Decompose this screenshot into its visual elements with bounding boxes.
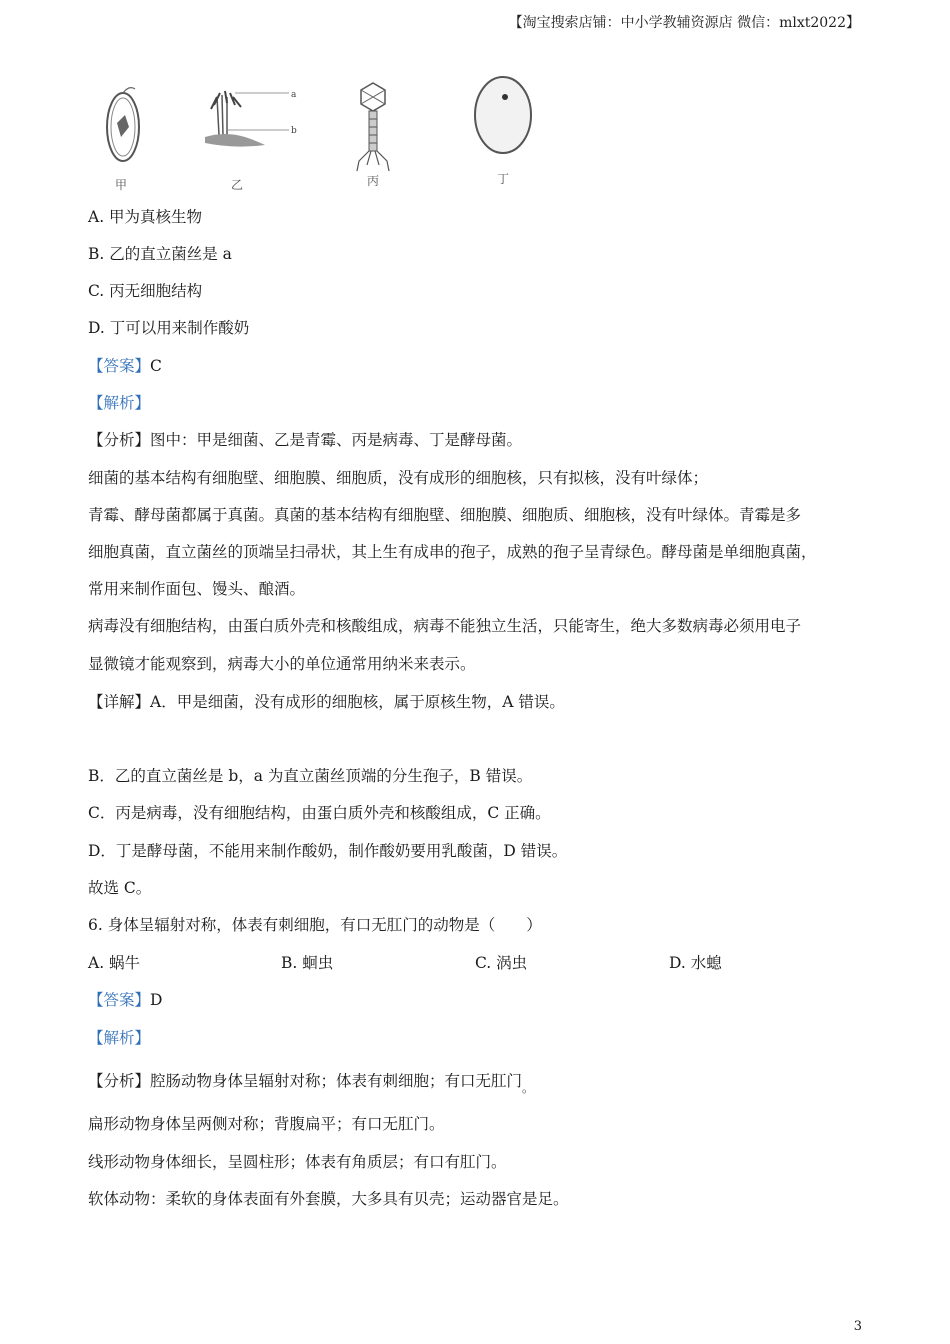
figure-label-jia: 甲 xyxy=(115,178,128,192)
q5-paragraph: 病毒没有细胞结构，由蛋白质外壳和核酸组成，病毒不能独立生活，只能寄生，绝大多数病毒必须用电子 xyxy=(88,617,802,635)
fenxi-text: 图中：甲是细菌、乙是青霉、丙是病毒、丁是酵母菌。 xyxy=(150,431,523,449)
fenxi-tag: 【分析】 xyxy=(88,431,151,449)
q5-option-a: A. 甲为真核生物 xyxy=(88,208,203,226)
part-b-label: b xyxy=(291,126,297,136)
page-header: 【淘宝搜索店铺：中小学教辅资源店 微信：mlxt2022】 xyxy=(508,15,860,31)
q6-options xyxy=(88,952,788,974)
page-number: 3 xyxy=(853,1319,862,1334)
detail-tag: 【详解】 xyxy=(88,693,151,711)
q5-answer xyxy=(88,355,162,377)
q5-detail-c: C．丙是病毒，没有细胞结构，由蛋白质外壳和核酸组成，C 正确。 xyxy=(88,804,551,822)
answer-tag: 【答案】 xyxy=(88,991,151,1009)
q6-paragraph: 软体动物：柔软的身体表面有外套膜，大多具有贝壳；运动器官是足。 xyxy=(88,1190,569,1208)
part-a-label: a xyxy=(291,90,297,100)
q6-paragraph: 扁形动物身体呈两侧对称；背腹扁平；有口无肛门。 xyxy=(88,1115,445,1133)
q5-paragraph: 细菌的基本结构有细胞壁、细胞膜、细胞质，没有成形的细胞核，只有拟核，没有叶绿体； xyxy=(88,469,709,487)
q5-paragraph: 细胞真菌，直立菌丝的顶端呈扫帚状，其上生有成串的孢子，成熟的孢子呈青绿色。酵母菌是单细胞真菌， xyxy=(88,543,817,561)
q6-option-c: C. 涡虫 xyxy=(475,954,528,972)
fenxi-end-mark: 。 xyxy=(522,1081,535,1095)
q5-analysis-tag: 【解析】 xyxy=(88,394,151,412)
q5-detail-b: B．乙的直立菌丝是 b，a 为直立菌丝顶端的分生孢子，B 错误。 xyxy=(88,767,533,785)
figure-label-ding: 丁 xyxy=(497,172,510,186)
q5-option-b: B. 乙的直立菌丝是 a xyxy=(88,245,232,263)
q5-conclusion: 故选 C。 xyxy=(88,879,152,897)
q6-option-a: A. 蜗牛 xyxy=(88,954,141,972)
answer-value: C xyxy=(150,357,162,375)
q5-paragraph: 显微镜才能观察到，病毒大小的单位通常用纳米来表示。 xyxy=(88,655,476,673)
figure-label-bing: 丙 xyxy=(367,174,380,188)
q5-paragraph: 常用来制作面包、馒头、酿酒。 xyxy=(88,580,306,598)
q5-detail-a xyxy=(88,691,565,713)
bacterium-drawing xyxy=(107,88,139,161)
answer-value: D xyxy=(150,991,163,1009)
q5-detail-d: D．丁是酵母菌，不能用来制作酸奶，制作酸奶要用乳酸菌，D 错误。 xyxy=(88,842,568,860)
q6-option-d: D. 水螅 xyxy=(669,954,722,972)
q6-stem: 6. 身体呈辐射对称，体表有刺细胞，有口无肛门的动物是（ ） xyxy=(88,916,542,934)
penicillium-drawing xyxy=(205,90,297,147)
microorganism-figure xyxy=(95,75,555,197)
fenxi-tag: 【分析】 xyxy=(88,1072,151,1090)
q5-option-d: D. 丁可以用来制作酸奶 xyxy=(88,319,250,337)
q6-option-b: B. 蛔虫 xyxy=(281,954,334,972)
fenxi-text: 腔肠动物身体呈辐射对称；体表有刺细胞；有口无肛门 xyxy=(150,1072,523,1090)
virus-drawing xyxy=(357,83,389,171)
q6-analysis-tag: 【解析】 xyxy=(88,1029,151,1047)
q6-paragraph: 线形动物身体细长，呈圆柱形；体表有角质层；有口有肛门。 xyxy=(88,1153,507,1171)
answer-tag: 【答案】 xyxy=(88,357,151,375)
q5-paragraph: 青霉、酵母菌都属于真菌。真菌的基本结构有细胞壁、细胞膜、细胞质、细胞核，没有叶绿体。青霉是多 xyxy=(88,506,802,524)
q6-fenxi xyxy=(88,1070,534,1093)
q6-answer xyxy=(88,989,162,1011)
yeast-drawing xyxy=(475,77,531,153)
detail-text: A．甲是细菌，没有成形的细胞核，属于原核生物，A 错误。 xyxy=(150,693,565,711)
q5-option-c: C. 丙无细胞结构 xyxy=(88,282,203,300)
q5-fenxi xyxy=(88,429,522,451)
figure-label-yi: 乙 xyxy=(231,178,244,192)
